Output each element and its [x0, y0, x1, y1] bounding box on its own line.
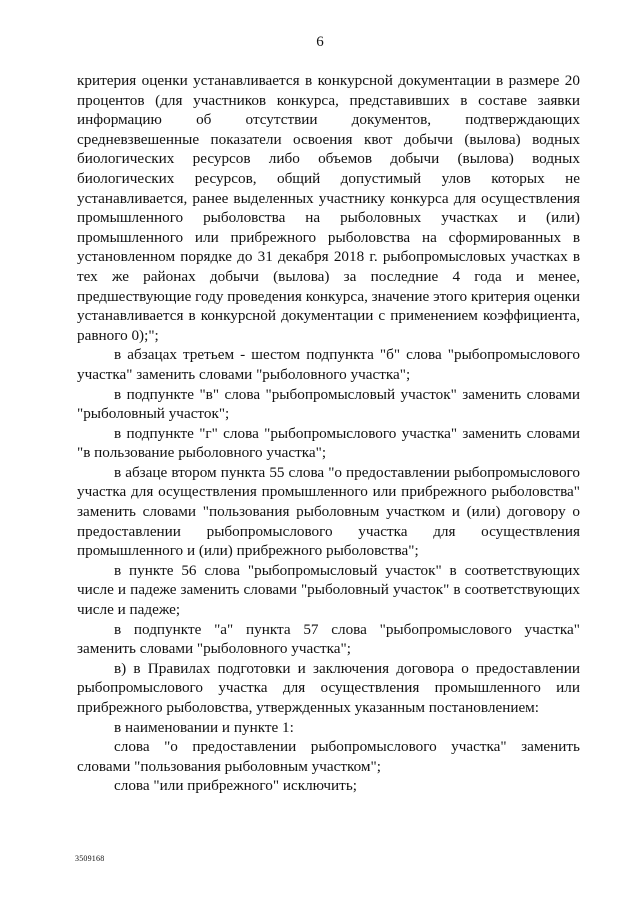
paragraph-subitem-g: в подпункте "г" слова "рыбопромыслового участка" заменить словами "в пользование рыболовного участка"; — [77, 424, 580, 462]
paragraph-exclude-words: слова "или прибрежного" исключить; — [114, 777, 357, 795]
document-body — [77, 71, 580, 796]
paragraph-item-55: в абзаце втором пункта 55 слова "о предоставлении рыбопромыслового участка для осуществления промышленного или прибрежного рыболовства" заменить словами "пользования рыболовным участком и (или) договору о предоставлении рыбопромыслового участка для осуществления промышленного и (или) прибрежного рыболовства"; — [77, 463, 580, 560]
paragraph-replace-words: слова "о предоставлении рыбопромыслового участка" заменить словами "пользования рыболовным участком"; — [77, 738, 580, 775]
paragraph-item-57: в подпункте "а" пункта 57 слова "рыбопромыслового участка" заменить словами "рыболовного участка"; — [77, 620, 580, 658]
paragraph-rules-v: в) в Правилах подготовки и заключения договора о предоставлении рыбопромыслового участка для осуществления промышленного или прибрежного рыболовства, утвержденных указанным постановлением: — [77, 659, 580, 716]
paragraph-criteria-continuation: критерия оценки устанавливается в конкурсной документации в размере 20 процентов (для участников конкурса, представивших в составе заявки информацию об отсутствии документов, подтверждающих средневзвешенные показатели освоения квот добычи (вылова) водных биологических ресурсов либо объемов добычи (вылова) водных биологических ресурсов, общий допустимый улов которых не устанавливается, ранее выделенных участнику конкурса для осуществления промышленного рыболовства на рыболовных участках и (или) промышленного или прибрежного рыболовства на сформированных в установленном порядке до 31 декабря 2018 г. рыбопромысловых участках в тех же районах добычи (вылова) за последние 4 года и менее, предшествующие году проведения конкурса, значение этого критерия оценки устанавливается в конкурсной документации с применением коэффициента, равного 0);"; — [77, 72, 580, 344]
paragraph-item-56: в пункте 56 слова "рыбопромысловый участок" в соответствующих числе и падеже заменить словами "рыболовный участок" в соответствующих числе и падеже; — [77, 561, 580, 619]
document-code: 3509168 — [75, 854, 105, 863]
page-number: 6 — [316, 34, 324, 50]
paragraph-subitem-v: в подпункте "в" слова "рыбопромысловый участок" заменить словами "рыболовный участок"; — [77, 385, 580, 423]
paragraph-title-item-1: в наименовании и пункте 1: — [114, 718, 294, 736]
paragraph-subitem-b: в абзацах третьем - шестом подпункта "б" слова "рыбопромыслового участка" заменить словами "рыболовного участка"; — [77, 346, 580, 383]
